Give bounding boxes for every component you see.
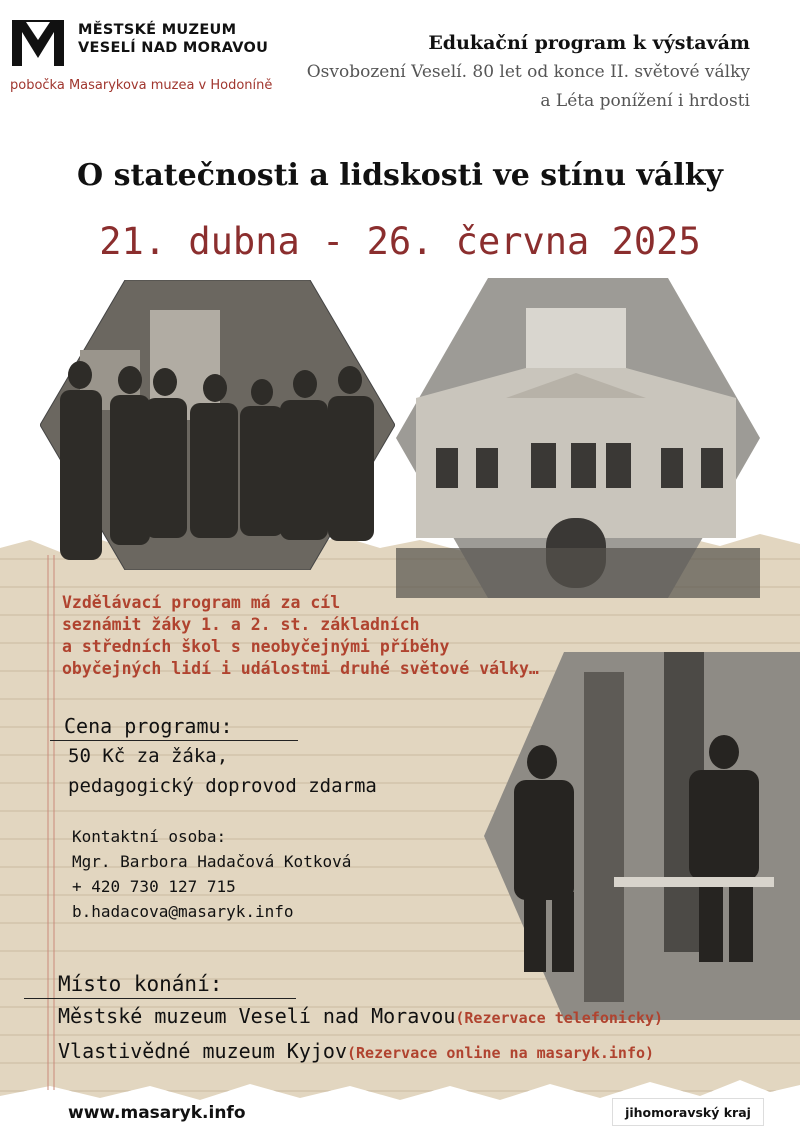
- museum-name-line2: VESELÍ NAD MORAVOU: [78, 40, 269, 56]
- venue-1-name: Městské muzeum Veselí nad Moravou: [58, 1004, 456, 1028]
- price-note: pedagogický doprovod zdarma: [68, 775, 377, 797]
- region-logo: jihomoravský kraj: [612, 1098, 764, 1126]
- museum-logo-icon: [10, 18, 66, 68]
- soldiers-photo: [40, 280, 395, 570]
- program-title: Edukační program k výstavám: [428, 32, 750, 54]
- description-line: Vzdělávací program má za cíl: [62, 593, 341, 612]
- price-underline: [50, 740, 298, 741]
- damaged-building-photo: [396, 278, 760, 598]
- exhibition-line1: Osvobození Veselí. 80 let od konce II. světové války: [306, 62, 750, 82]
- venue-underline: [24, 998, 296, 999]
- description-line: a středních škol s neobyčejnými příběhy: [62, 637, 450, 656]
- museum-branch: pobočka Masarykova muzea v Hodoníně: [10, 78, 273, 93]
- event-dates: 21. dubna - 26. června 2025: [99, 220, 701, 263]
- program-description: [62, 592, 582, 680]
- venue-2-name: Vlastivědné muzeum Kyjov: [58, 1039, 347, 1063]
- exhibition-line2: a Léta ponížení i hrdosti: [540, 91, 750, 111]
- contact-phone[interactable]: + 420 730 127 715: [72, 877, 236, 896]
- venue-1-reservation-note: (Rezervace telefonicky): [455, 1009, 664, 1027]
- page-title: O statečnosti a lidskosti ve stínu války: [77, 158, 723, 193]
- museum-name-line1: MĚSTSKÉ MUZEUM: [78, 22, 237, 38]
- price-value: 50 Kč za žáka,: [68, 745, 229, 767]
- contact-name: Mgr. Barbora Hadačová Kotková: [72, 852, 352, 871]
- contact-email[interactable]: b.hadacova@masaryk.info: [72, 902, 294, 921]
- price-heading: Cena programu:: [64, 714, 233, 738]
- venue-1: [58, 1004, 663, 1028]
- venue-2-reservation-note: (Rezervace online na masaryk.info): [346, 1044, 655, 1062]
- venue-2: [58, 1039, 654, 1063]
- description-line: seznámit žáky 1. a 2. st. základních: [62, 615, 420, 634]
- venue-heading: Místo konání:: [58, 972, 223, 996]
- contact-heading: Kontaktní osoba:: [72, 827, 227, 846]
- description-line: obyčejných lidí i událostmi druhé světové války…: [62, 659, 539, 678]
- website-link[interactable]: www.masaryk.info: [68, 1103, 246, 1123]
- seated-men-photo: [484, 652, 800, 1020]
